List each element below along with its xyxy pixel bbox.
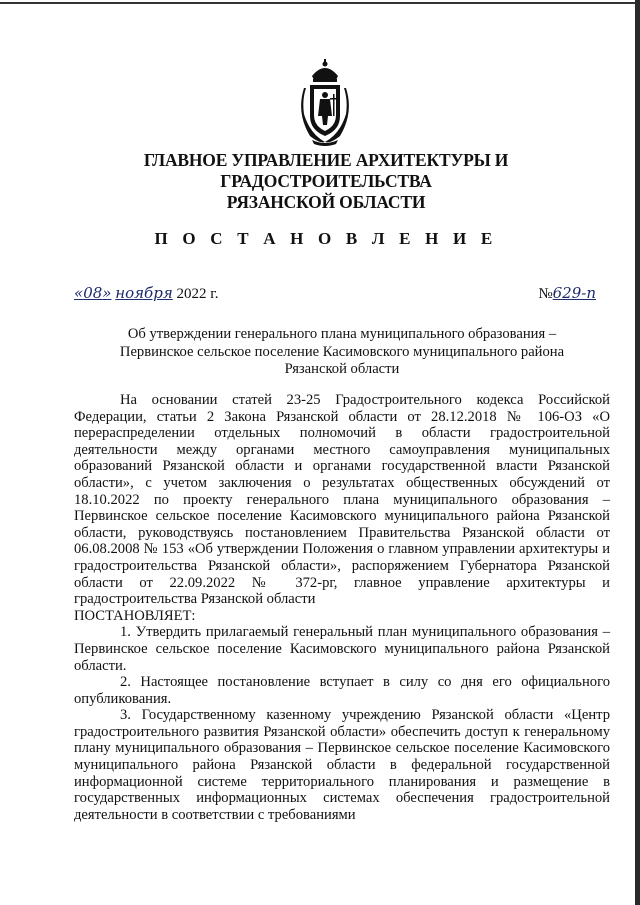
scan-top-border	[0, 2, 640, 4]
scan-right-edge	[635, 0, 640, 905]
subject-line2: Первинское сельское поселение Касимовского муниципального района	[119, 343, 565, 360]
date-year: 2022 г.	[176, 286, 219, 302]
agency-name-line1: ГЛАВНОЕ УПРАВЛЕНИЕ АРХИТЕКТУРЫ И ГРАДОСТРОИТЕЛЬСТВА	[143, 150, 509, 191]
subject-line3: Рязанской области	[284, 361, 400, 377]
document-number	[538, 284, 596, 303]
coat-of-arms-icon	[290, 58, 360, 146]
number-sign: №	[538, 286, 553, 302]
document-subject	[74, 326, 610, 379]
decree-word: ПОСТАНОВЛЯЕТ:	[74, 607, 196, 624]
agency-name	[40, 150, 612, 213]
date-close-quote: »	[102, 284, 112, 302]
date-open-quote: «	[74, 284, 84, 302]
number-value: 629-п	[552, 284, 596, 302]
agency-name-line2: РЯЗАНСКОЙ ОБЛАСТИ	[226, 192, 426, 212]
date-day: 08	[83, 284, 103, 302]
document-body	[74, 392, 610, 823]
decree-item-1: 1. Утвердить прилагаемый генеральный план муниципального образования – Первинское сельское поселение Касимовского муниципального района Рязанской области.	[74, 624, 610, 674]
date-month: ноября	[115, 284, 173, 302]
document-type-title: П О С Т А Н О В Л Е Н И Е	[154, 229, 498, 248]
decree-item-3: 3. Государственному казенному учреждению Рязанской области «Центр градостроительного развития Рязанской области» обеспечить доступ к генеральному плану муниципального образования – Первинское сельское поселение Касимовского муниципального района Рязанской области в федеральной государственной информационной системе территориального планирования и размещение в государственных информационных системах обеспечения градостроительной деятельности в соответствии с требованиями	[74, 707, 610, 823]
body-intro: На основании статей 23-25 Градостроительного кодекса Российской Федерации, статьи 2 Закона Рязанской области от 28.12.2018 № 106-ОЗ «О перераспределении отдельных полномочий в области градостроительной деятельности между органами местного самоуправления муниципальных образований Рязанской области и органами государственной власти Рязанской области», с учетом заключения о результатах общественных обсуждений от 18.10.2022 по проекту генерального плана муниципального образования – Первинское сельское поселение Касимовского муниципального района Рязанской области, руководствуясь постановлением Правительства Рязанской области от 06.08.2008 № 153 «Об утверждении Положения о главном управлении архитектуры и градостроительства Рязанской области», распоряжением Губернатора Рязанской области от 22.09.2022 № 372-рг, главное управление архитектуры и градостроительства Рязанской области	[74, 392, 610, 608]
subject-line1: Об утверждении генерального плана муниципального образования –	[127, 326, 557, 342]
document-date	[74, 284, 218, 303]
decree-item-2: 2. Настоящее постановление вступает в силу со дня его официального опубликования.	[74, 674, 610, 707]
